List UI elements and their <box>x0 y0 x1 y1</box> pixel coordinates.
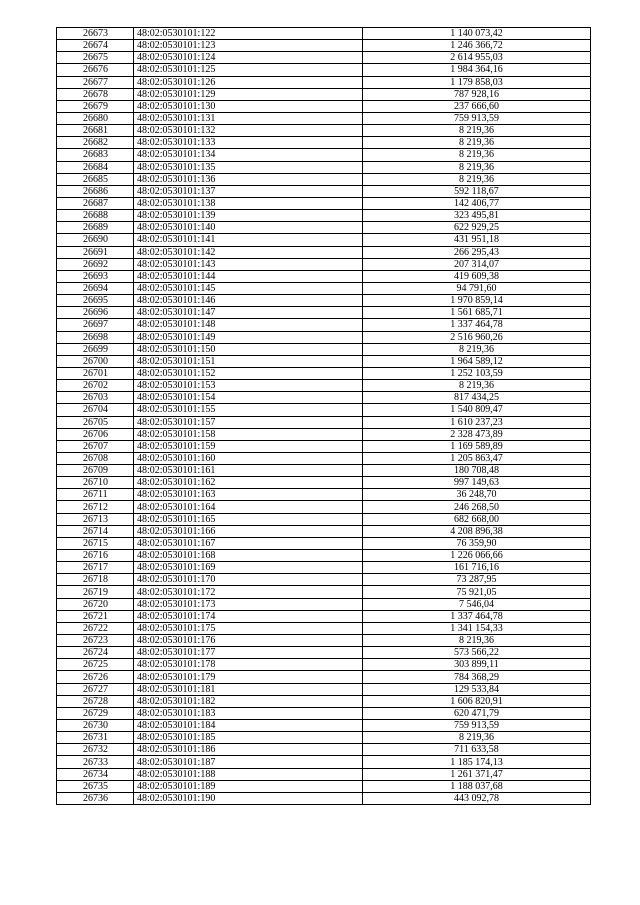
table-row <box>57 647 591 659</box>
cadastral-value-cell: 573 566,22 <box>363 647 591 659</box>
table-row <box>57 768 591 780</box>
table-row <box>57 28 591 40</box>
cadastral-number-cell: 48:02:0530101:142 <box>134 246 363 258</box>
cadastral-number-cell: 48:02:0530101:154 <box>134 392 363 404</box>
row-number-cell: 26720 <box>57 598 134 610</box>
cadastral-value-cell: 787 928,16 <box>363 88 591 100</box>
row-number-cell: 26690 <box>57 234 134 246</box>
cadastral-value-cell: 4 208 896,38 <box>363 525 591 537</box>
row-number-cell: 26688 <box>57 210 134 222</box>
cadastral-value-cell: 8 219,36 <box>363 732 591 744</box>
cadastral-number-cell: 48:02:0530101:179 <box>134 671 363 683</box>
table-row <box>57 331 591 343</box>
table-row <box>57 732 591 744</box>
table-row <box>57 525 591 537</box>
table-row <box>57 380 591 392</box>
cadastral-value-cell: 1 606 820,91 <box>363 695 591 707</box>
cadastral-number-cell: 48:02:0530101:144 <box>134 270 363 282</box>
cadastral-value-cell: 94 791,60 <box>363 282 591 294</box>
row-number-cell: 26712 <box>57 501 134 513</box>
cadastral-number-cell: 48:02:0530101:173 <box>134 598 363 610</box>
row-number-cell: 26715 <box>57 537 134 549</box>
table-row <box>57 295 591 307</box>
row-number-cell: 26679 <box>57 100 134 112</box>
cadastral-number-cell: 48:02:0530101:131 <box>134 112 363 124</box>
cadastral-value-cell: 8 219,36 <box>363 173 591 185</box>
cadastral-value-cell: 129 533,84 <box>363 683 591 695</box>
cadastral-number-cell: 48:02:0530101:134 <box>134 149 363 161</box>
cadastral-number-cell: 48:02:0530101:164 <box>134 501 363 513</box>
cadastral-number-cell: 48:02:0530101:143 <box>134 258 363 270</box>
cadastral-number-cell: 48:02:0530101:188 <box>134 768 363 780</box>
row-number-cell: 26689 <box>57 222 134 234</box>
cadastral-number-cell: 48:02:0530101:124 <box>134 52 363 64</box>
cadastral-value-cell: 8 219,36 <box>363 137 591 149</box>
cadastral-number-cell: 48:02:0530101:181 <box>134 683 363 695</box>
row-number-cell: 26692 <box>57 258 134 270</box>
cadastral-value-cell: 711 633,58 <box>363 744 591 756</box>
row-number-cell: 26684 <box>57 161 134 173</box>
cadastral-value-cell: 1 964 589,12 <box>363 355 591 367</box>
row-number-cell: 26708 <box>57 452 134 464</box>
row-number-cell: 26680 <box>57 112 134 124</box>
cadastral-value-cell: 1 246 366,72 <box>363 40 591 52</box>
cadastral-value-cell: 142 406,77 <box>363 197 591 209</box>
cadastral-value-cell: 1 252 103,59 <box>363 367 591 379</box>
cadastral-number-cell: 48:02:0530101:140 <box>134 222 363 234</box>
cadastral-value-cell: 2 516 960,26 <box>363 331 591 343</box>
cadastral-value-cell: 323 495,81 <box>363 210 591 222</box>
cadastral-value-cell: 1 984 364,16 <box>363 64 591 76</box>
cadastral-value-cell: 1 185 174,13 <box>363 756 591 768</box>
table-row <box>57 307 591 319</box>
row-number-cell: 26716 <box>57 550 134 562</box>
cadastral-value-cell: 431 951,18 <box>363 234 591 246</box>
cadastral-value-cell: 2 328 473,89 <box>363 428 591 440</box>
table-row <box>57 622 591 634</box>
table-row <box>57 659 591 671</box>
table-row <box>57 173 591 185</box>
cadastral-number-cell: 48:02:0530101:158 <box>134 428 363 440</box>
table-row <box>57 137 591 149</box>
table-row <box>57 125 591 137</box>
cadastral-number-cell: 48:02:0530101:165 <box>134 513 363 525</box>
cadastral-number-cell: 48:02:0530101:163 <box>134 489 363 501</box>
row-number-cell: 26725 <box>57 659 134 671</box>
table-row <box>57 52 591 64</box>
cadastral-number-cell: 48:02:0530101:178 <box>134 659 363 671</box>
table-row <box>57 149 591 161</box>
cadastral-number-cell: 48:02:0530101:175 <box>134 622 363 634</box>
table-row <box>57 635 591 647</box>
cadastral-number-cell: 48:02:0530101:132 <box>134 125 363 137</box>
table-row <box>57 452 591 464</box>
table-row <box>57 161 591 173</box>
cadastral-value-cell: 246 268,50 <box>363 501 591 513</box>
cadastral-number-cell: 48:02:0530101:157 <box>134 416 363 428</box>
row-number-cell: 26731 <box>57 732 134 744</box>
cadastral-number-cell: 48:02:0530101:161 <box>134 465 363 477</box>
cadastral-number-cell: 48:02:0530101:146 <box>134 295 363 307</box>
cadastral-number-cell: 48:02:0530101:137 <box>134 185 363 197</box>
cadastral-number-cell: 48:02:0530101:186 <box>134 744 363 756</box>
table-row <box>57 562 591 574</box>
table-row <box>57 671 591 683</box>
row-number-cell: 26673 <box>57 28 134 40</box>
row-number-cell: 26733 <box>57 756 134 768</box>
cadastral-value-cell: 759 913,59 <box>363 720 591 732</box>
table-row <box>57 707 591 719</box>
row-number-cell: 26721 <box>57 610 134 622</box>
cadastral-number-cell: 48:02:0530101:139 <box>134 210 363 222</box>
row-number-cell: 26713 <box>57 513 134 525</box>
cadastral-number-cell: 48:02:0530101:123 <box>134 40 363 52</box>
table-row <box>57 440 591 452</box>
cadastral-number-cell: 48:02:0530101:155 <box>134 404 363 416</box>
row-number-cell: 26687 <box>57 197 134 209</box>
cadastral-value-cell: 8 219,36 <box>363 343 591 355</box>
cadastral-value-cell: 76 359,90 <box>363 537 591 549</box>
cadastral-value-cell: 303 899,11 <box>363 659 591 671</box>
cadastral-value-cell: 997 149,63 <box>363 477 591 489</box>
table-row <box>57 550 591 562</box>
row-number-cell: 26686 <box>57 185 134 197</box>
table-row <box>57 40 591 52</box>
row-number-cell: 26696 <box>57 307 134 319</box>
cadastral-value-cell: 1 261 371,47 <box>363 768 591 780</box>
cadastral-number-cell: 48:02:0530101:149 <box>134 331 363 343</box>
cadastral-value-cell: 592 118,67 <box>363 185 591 197</box>
row-number-cell: 26699 <box>57 343 134 355</box>
cadastral-value-cell: 75 921,05 <box>363 586 591 598</box>
table-row <box>57 598 591 610</box>
row-number-cell: 26723 <box>57 635 134 647</box>
row-number-cell: 26711 <box>57 489 134 501</box>
cadastral-value-cell: 1 169 589,89 <box>363 440 591 452</box>
cadastral-value-cell: 2 614 955,03 <box>363 52 591 64</box>
cadastral-number-cell: 48:02:0530101:152 <box>134 367 363 379</box>
table-row <box>57 100 591 112</box>
cadastral-value-cell: 682 668,00 <box>363 513 591 525</box>
row-number-cell: 26718 <box>57 574 134 586</box>
cadastral-number-cell: 48:02:0530101:159 <box>134 440 363 452</box>
row-number-cell: 26678 <box>57 88 134 100</box>
cadastral-number-cell: 48:02:0530101:166 <box>134 525 363 537</box>
cadastral-value-cell: 419 609,38 <box>363 270 591 282</box>
cadastral-number-cell: 48:02:0530101:135 <box>134 161 363 173</box>
cadastral-value-cell: 1 205 863,47 <box>363 452 591 464</box>
cadastral-number-cell: 48:02:0530101:136 <box>134 173 363 185</box>
row-number-cell: 26695 <box>57 295 134 307</box>
row-number-cell: 26683 <box>57 149 134 161</box>
table-row <box>57 343 591 355</box>
table-row <box>57 112 591 124</box>
table-row <box>57 428 591 440</box>
table-row <box>57 246 591 258</box>
row-number-cell: 26719 <box>57 586 134 598</box>
cadastral-value-cell: 207 314,07 <box>363 258 591 270</box>
table-row <box>57 222 591 234</box>
table-row <box>57 586 591 598</box>
row-number-cell: 26703 <box>57 392 134 404</box>
cadastral-value-cell: 8 219,36 <box>363 149 591 161</box>
table-row <box>57 367 591 379</box>
cadastral-number-cell: 48:02:0530101:147 <box>134 307 363 319</box>
cadastral-value-cell: 1 540 809,47 <box>363 404 591 416</box>
cadastral-number-cell: 48:02:0530101:187 <box>134 756 363 768</box>
cadastral-value-cell: 7 546,04 <box>363 598 591 610</box>
cadastral-value-cell: 73 287,95 <box>363 574 591 586</box>
cadastral-number-cell: 48:02:0530101:174 <box>134 610 363 622</box>
cadastral-value-cell: 1 970 859,14 <box>363 295 591 307</box>
cadastral-value-cell: 1 337 464,78 <box>363 610 591 622</box>
cadastral-value-cell: 1 341 154,33 <box>363 622 591 634</box>
cadastral-number-cell: 48:02:0530101:167 <box>134 537 363 549</box>
cadastral-value-cell: 1 226 066,66 <box>363 550 591 562</box>
table-row <box>57 282 591 294</box>
table-row <box>57 210 591 222</box>
cadastral-number-cell: 48:02:0530101:141 <box>134 234 363 246</box>
table-row <box>57 319 591 331</box>
cadastral-number-cell: 48:02:0530101:177 <box>134 647 363 659</box>
row-number-cell: 26705 <box>57 416 134 428</box>
table-row <box>57 501 591 513</box>
row-number-cell: 26730 <box>57 720 134 732</box>
row-number-cell: 26714 <box>57 525 134 537</box>
cadastral-value-cell: 180 708,48 <box>363 465 591 477</box>
cadastral-value-cell: 1 179 858,03 <box>363 76 591 88</box>
table-row <box>57 610 591 622</box>
cadastral-value-table <box>56 27 591 805</box>
table-row <box>57 88 591 100</box>
cadastral-value-cell: 1 561 685,71 <box>363 307 591 319</box>
cadastral-value-cell: 8 219,36 <box>363 380 591 392</box>
cadastral-value-cell: 1 337 464,78 <box>363 319 591 331</box>
row-number-cell: 26677 <box>57 76 134 88</box>
cadastral-value-cell: 817 434,25 <box>363 392 591 404</box>
cadastral-number-cell: 48:02:0530101:176 <box>134 635 363 647</box>
table-row <box>57 258 591 270</box>
table-row <box>57 537 591 549</box>
cadastral-number-cell: 48:02:0530101:189 <box>134 780 363 792</box>
cadastral-number-cell: 48:02:0530101:126 <box>134 76 363 88</box>
row-number-cell: 26717 <box>57 562 134 574</box>
cadastral-value-cell: 784 368,29 <box>363 671 591 683</box>
table-row <box>57 574 591 586</box>
row-number-cell: 26691 <box>57 246 134 258</box>
row-number-cell: 26704 <box>57 404 134 416</box>
cadastral-value-cell: 36 248,70 <box>363 489 591 501</box>
row-number-cell: 26734 <box>57 768 134 780</box>
table-row <box>57 234 591 246</box>
row-number-cell: 26702 <box>57 380 134 392</box>
table-row <box>57 197 591 209</box>
cadastral-number-cell: 48:02:0530101:130 <box>134 100 363 112</box>
cadastral-value-cell: 8 219,36 <box>363 635 591 647</box>
row-number-cell: 26701 <box>57 367 134 379</box>
table-row <box>57 416 591 428</box>
row-number-cell: 26726 <box>57 671 134 683</box>
cadastral-value-cell: 622 929,25 <box>363 222 591 234</box>
cadastral-number-cell: 48:02:0530101:170 <box>134 574 363 586</box>
row-number-cell: 26729 <box>57 707 134 719</box>
table-row <box>57 695 591 707</box>
row-number-cell: 26722 <box>57 622 134 634</box>
row-number-cell: 26700 <box>57 355 134 367</box>
table-row <box>57 477 591 489</box>
cadastral-number-cell: 48:02:0530101:153 <box>134 380 363 392</box>
cadastral-number-cell: 48:02:0530101:125 <box>134 64 363 76</box>
row-number-cell: 26724 <box>57 647 134 659</box>
cadastral-number-cell: 48:02:0530101:133 <box>134 137 363 149</box>
cadastral-value-cell: 443 092,78 <box>363 792 591 804</box>
table-body <box>57 28 591 805</box>
cadastral-number-cell: 48:02:0530101:169 <box>134 562 363 574</box>
cadastral-value-cell: 8 219,36 <box>363 161 591 173</box>
cadastral-value-cell: 266 295,43 <box>363 246 591 258</box>
table-row <box>57 720 591 732</box>
row-number-cell: 26681 <box>57 125 134 137</box>
table-row <box>57 513 591 525</box>
table-row <box>57 744 591 756</box>
table-row <box>57 683 591 695</box>
cadastral-number-cell: 48:02:0530101:150 <box>134 343 363 355</box>
row-number-cell: 26697 <box>57 319 134 331</box>
cadastral-number-cell: 48:02:0530101:160 <box>134 452 363 464</box>
table-row <box>57 404 591 416</box>
cadastral-number-cell: 48:02:0530101:168 <box>134 550 363 562</box>
row-number-cell: 26709 <box>57 465 134 477</box>
cadastral-value-cell: 759 913,59 <box>363 112 591 124</box>
row-number-cell: 26675 <box>57 52 134 64</box>
table-row <box>57 756 591 768</box>
cadastral-number-cell: 48:02:0530101:172 <box>134 586 363 598</box>
cadastral-value-cell: 161 716,16 <box>363 562 591 574</box>
cadastral-value-cell: 237 666,60 <box>363 100 591 112</box>
cadastral-number-cell: 48:02:0530101:184 <box>134 720 363 732</box>
cadastral-number-cell: 48:02:0530101:182 <box>134 695 363 707</box>
cadastral-number-cell: 48:02:0530101:138 <box>134 197 363 209</box>
cadastral-number-cell: 48:02:0530101:183 <box>134 707 363 719</box>
table-row <box>57 185 591 197</box>
table-row <box>57 64 591 76</box>
row-number-cell: 26676 <box>57 64 134 76</box>
cadastral-number-cell: 48:02:0530101:145 <box>134 282 363 294</box>
row-number-cell: 26728 <box>57 695 134 707</box>
table-row <box>57 270 591 282</box>
cadastral-value-cell: 1 188 037,68 <box>363 780 591 792</box>
table-row <box>57 76 591 88</box>
row-number-cell: 26736 <box>57 792 134 804</box>
cadastral-value-cell: 1 140 073,42 <box>363 28 591 40</box>
cadastral-value-cell: 620 471,79 <box>363 707 591 719</box>
row-number-cell: 26694 <box>57 282 134 294</box>
table-row <box>57 792 591 804</box>
table-row <box>57 465 591 477</box>
row-number-cell: 26727 <box>57 683 134 695</box>
row-number-cell: 26693 <box>57 270 134 282</box>
table-row <box>57 489 591 501</box>
cadastral-number-cell: 48:02:0530101:162 <box>134 477 363 489</box>
cadastral-number-cell: 48:02:0530101:185 <box>134 732 363 744</box>
cadastral-value-cell: 1 610 237,23 <box>363 416 591 428</box>
cadastral-number-cell: 48:02:0530101:148 <box>134 319 363 331</box>
table-row <box>57 780 591 792</box>
cadastral-number-cell: 48:02:0530101:190 <box>134 792 363 804</box>
row-number-cell: 26706 <box>57 428 134 440</box>
row-number-cell: 26682 <box>57 137 134 149</box>
row-number-cell: 26732 <box>57 744 134 756</box>
row-number-cell: 26735 <box>57 780 134 792</box>
cadastral-number-cell: 48:02:0530101:122 <box>134 28 363 40</box>
row-number-cell: 26698 <box>57 331 134 343</box>
row-number-cell: 26674 <box>57 40 134 52</box>
cadastral-number-cell: 48:02:0530101:129 <box>134 88 363 100</box>
row-number-cell: 26707 <box>57 440 134 452</box>
table-row <box>57 355 591 367</box>
cadastral-value-cell: 8 219,36 <box>363 125 591 137</box>
row-number-cell: 26710 <box>57 477 134 489</box>
cadastral-number-cell: 48:02:0530101:151 <box>134 355 363 367</box>
row-number-cell: 26685 <box>57 173 134 185</box>
table-row <box>57 392 591 404</box>
